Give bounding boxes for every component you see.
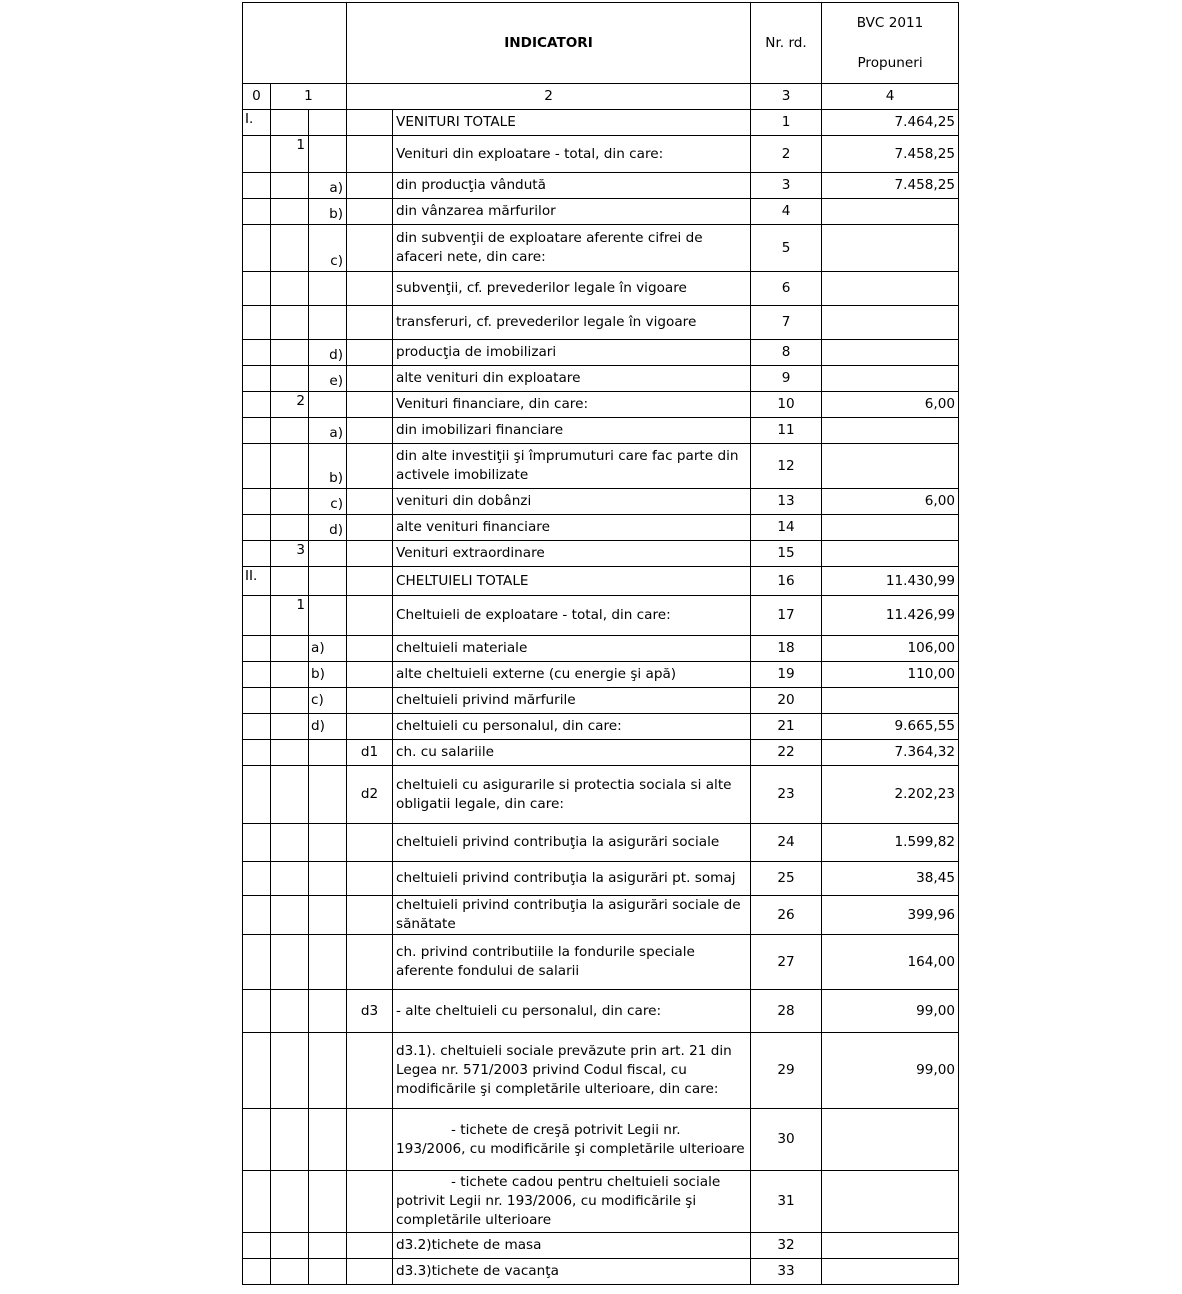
header-blank-cell [243, 3, 347, 84]
table-row [243, 636, 959, 662]
subsection-cell [271, 990, 309, 1033]
table-row [243, 110, 959, 136]
letter-cell [309, 1171, 347, 1233]
indicator-text-cell: d3.2)tichete de masa [393, 1233, 751, 1259]
subsection-cell [271, 418, 309, 444]
section-cell [243, 740, 271, 766]
subsection-cell [271, 340, 309, 366]
indicator-text-cell: din alte investiţii şi împrumuturi care fac parte din activele imobilizate [393, 444, 751, 489]
subletter-cell [347, 272, 393, 306]
row-number-cell: 10 [751, 392, 822, 418]
propuneri-label: Propuneri [857, 55, 923, 71]
section-cell: I. [243, 110, 271, 136]
indicator-text-cell: cheltuieli privind mărfurile [393, 688, 751, 714]
subletter-cell: d1 [347, 740, 393, 766]
nr-rd-header: Nr. rd. [751, 3, 822, 84]
subletter-cell [347, 596, 393, 636]
row-number-cell: 33 [751, 1259, 822, 1285]
subsection-cell [271, 935, 309, 990]
value-cell: 106,00 [822, 636, 959, 662]
subletter-cell [347, 714, 393, 740]
indicator-text-cell: din vânzarea mărfurilor [393, 199, 751, 225]
indicator-text-cell: alte cheltuieli externe (cu energie şi apă) [393, 662, 751, 688]
indicator-text-cell: din producţia vândută [393, 173, 751, 199]
value-cell [822, 515, 959, 541]
letter-cell [309, 541, 347, 567]
row-number-cell: 3 [751, 173, 822, 199]
value-cell: 1.599,82 [822, 824, 959, 862]
row-number-cell: 2 [751, 136, 822, 173]
letter-cell [309, 1233, 347, 1259]
table-row [243, 225, 959, 272]
table-row [243, 714, 959, 740]
table-row [243, 896, 959, 935]
subletter-cell [347, 392, 393, 418]
row-number-cell: 9 [751, 366, 822, 392]
subletter-cell [347, 199, 393, 225]
row-number-cell: 15 [751, 541, 822, 567]
section-cell [243, 896, 271, 935]
subletter-cell [347, 173, 393, 199]
section-cell [243, 636, 271, 662]
section-cell [243, 272, 271, 306]
row-number-cell: 11 [751, 418, 822, 444]
subletter-cell [347, 636, 393, 662]
subsection-cell [271, 110, 309, 136]
table-row [243, 567, 959, 596]
table-row [243, 173, 959, 199]
value-cell: 7.458,25 [822, 173, 959, 199]
letter-cell [309, 896, 347, 935]
value-cell: 2.202,23 [822, 766, 959, 824]
value-cell: 7.364,32 [822, 740, 959, 766]
row-number-cell: 29 [751, 1033, 822, 1109]
subsection-cell: 1 [271, 136, 309, 173]
section-cell [243, 1259, 271, 1285]
subletter-cell [347, 935, 393, 990]
subsection-cell [271, 515, 309, 541]
indicatori-header: INDICATORI [347, 3, 751, 84]
indicator-text-cell: - tichete de creşă potrivit Legii nr. 193/2006, cu modificările şi completările ulterioare [393, 1109, 751, 1171]
subletter-cell [347, 862, 393, 896]
row-number-cell: 5 [751, 225, 822, 272]
subsection-cell [271, 306, 309, 340]
subletter-cell [347, 1233, 393, 1259]
section-cell: II. [243, 567, 271, 596]
value-cell: 6,00 [822, 392, 959, 418]
value-cell [822, 272, 959, 306]
value-cell: 38,45 [822, 862, 959, 896]
indicator-text-cell: alte venituri din exploatare [393, 366, 751, 392]
letter-cell: b) [309, 444, 347, 489]
table-row [243, 740, 959, 766]
value-cell: 7.458,25 [822, 136, 959, 173]
indicator-text-cell: producţia de imobilizari [393, 340, 751, 366]
letter-cell [309, 740, 347, 766]
table-row [243, 541, 959, 567]
subletter-cell [347, 225, 393, 272]
row-number-cell: 30 [751, 1109, 822, 1171]
table-row [243, 392, 959, 418]
section-cell [243, 541, 271, 567]
bvc-header [822, 3, 959, 84]
subsection-cell [271, 272, 309, 306]
table-row [243, 824, 959, 862]
row-number-cell: 14 [751, 515, 822, 541]
letter-cell: a) [309, 636, 347, 662]
row-number-cell: 6 [751, 272, 822, 306]
subletter-cell [347, 688, 393, 714]
row-number-cell: 13 [751, 489, 822, 515]
letter-cell [309, 766, 347, 824]
section-cell [243, 688, 271, 714]
subsection-cell [271, 199, 309, 225]
subsection-cell [271, 740, 309, 766]
subletter-cell [347, 1033, 393, 1109]
subsection-cell [271, 173, 309, 199]
section-cell [243, 340, 271, 366]
value-cell [822, 340, 959, 366]
indicator-text-cell: CHELTUIELI TOTALE [393, 567, 751, 596]
value-cell: 9.665,55 [822, 714, 959, 740]
table-row [243, 1109, 959, 1171]
letter-cell: e) [309, 366, 347, 392]
row-number-cell: 20 [751, 688, 822, 714]
subletter-cell [347, 110, 393, 136]
value-cell: 6,00 [822, 489, 959, 515]
section-cell [243, 766, 271, 824]
row-number-cell: 21 [751, 714, 822, 740]
letter-cell [309, 990, 347, 1033]
row-number-cell: 18 [751, 636, 822, 662]
row-number-cell: 31 [751, 1171, 822, 1233]
table-row [243, 272, 959, 306]
row-number-cell: 22 [751, 740, 822, 766]
subsection-cell [271, 1233, 309, 1259]
letter-cell [309, 1259, 347, 1285]
row-number-cell: 24 [751, 824, 822, 862]
subletter-cell [347, 541, 393, 567]
indicator-text-cell: transferuri, cf. prevederilor legale în vigoare [393, 306, 751, 340]
section-cell [243, 418, 271, 444]
section-cell [243, 515, 271, 541]
subsection-cell [271, 366, 309, 392]
table-row [243, 418, 959, 444]
subsection-cell [271, 444, 309, 489]
indicator-text-cell: Venituri din exploatare - total, din care: [393, 136, 751, 173]
letter-cell: a) [309, 173, 347, 199]
letter-cell [309, 596, 347, 636]
row-number-cell: 25 [751, 862, 822, 896]
column-number-row [243, 84, 959, 110]
table-row [243, 862, 959, 896]
letter-cell: b) [309, 199, 347, 225]
colnum-4: 4 [822, 84, 959, 110]
letter-cell [309, 306, 347, 340]
colnum-0: 0 [243, 84, 271, 110]
table-row [243, 306, 959, 340]
section-cell [243, 366, 271, 392]
value-cell [822, 1109, 959, 1171]
value-cell [822, 418, 959, 444]
subsection-cell [271, 824, 309, 862]
header-row [243, 3, 959, 84]
subsection-cell [271, 714, 309, 740]
indicator-text-cell: d3.1). cheltuieli sociale prevăzute prin art. 21 din Legea nr. 571/2003 privind Codul fiscal, cu modificările şi completările ulterioare, din care: [393, 1033, 751, 1109]
subletter-cell [347, 662, 393, 688]
row-number-cell: 19 [751, 662, 822, 688]
subletter-cell: d3 [347, 990, 393, 1033]
subletter-cell [347, 896, 393, 935]
table-row [243, 1033, 959, 1109]
subsection-cell: 2 [271, 392, 309, 418]
letter-cell: c) [309, 489, 347, 515]
section-cell [243, 990, 271, 1033]
indicator-text-cell: din subvenţii de exploatare aferente cifrei de afaceri nete, din care: [393, 225, 751, 272]
subletter-cell [347, 1109, 393, 1171]
subsection-cell [271, 567, 309, 596]
indicator-text-cell: cheltuieli privind contribuţia la asigurări sociale [393, 824, 751, 862]
subletter-cell [347, 489, 393, 515]
colnum-1: 1 [271, 84, 347, 110]
letter-cell [309, 1109, 347, 1171]
value-cell: 110,00 [822, 662, 959, 688]
section-cell [243, 1033, 271, 1109]
letter-cell: a) [309, 418, 347, 444]
section-cell [243, 862, 271, 896]
subsection-cell [271, 662, 309, 688]
indicator-text-cell: cheltuieli materiale [393, 636, 751, 662]
section-cell [243, 136, 271, 173]
subletter-cell [347, 567, 393, 596]
indicator-text-cell: Venituri financiare, din care: [393, 392, 751, 418]
table-row [243, 199, 959, 225]
letter-cell [309, 110, 347, 136]
row-number-cell: 4 [751, 199, 822, 225]
letter-cell: d) [309, 515, 347, 541]
letter-cell: c) [309, 225, 347, 272]
subletter-cell [347, 340, 393, 366]
subsection-cell [271, 225, 309, 272]
subsection-cell [271, 1259, 309, 1285]
subsection-cell [271, 688, 309, 714]
letter-cell [309, 824, 347, 862]
indicator-text-cell: Cheltuieli de exploatare - total, din care: [393, 596, 751, 636]
subletter-cell [347, 1171, 393, 1233]
indicator-text-cell: alte venituri financiare [393, 515, 751, 541]
colnum-2: 2 [347, 84, 751, 110]
indicator-text-cell: cheltuieli privind contribuţia la asigurări sociale de sănătate [393, 896, 751, 935]
subletter-cell [347, 1259, 393, 1285]
value-cell [822, 444, 959, 489]
value-cell: 99,00 [822, 990, 959, 1033]
subletter-cell [347, 306, 393, 340]
indicator-text-cell: VENITURI TOTALE [393, 110, 751, 136]
letter-cell: c) [309, 688, 347, 714]
subsection-cell: 3 [271, 541, 309, 567]
value-cell [822, 541, 959, 567]
letter-cell: d) [309, 714, 347, 740]
letter-cell [309, 935, 347, 990]
bvc-table [242, 2, 959, 1285]
section-cell [243, 225, 271, 272]
section-cell [243, 714, 271, 740]
table-row [243, 1233, 959, 1259]
section-cell [243, 824, 271, 862]
indicator-text-cell: - tichete cadou pentru cheltuieli sociale potrivit Legii nr. 193/2006, cu modificările şi completările ulterioare [393, 1171, 751, 1233]
value-cell [822, 199, 959, 225]
value-cell: 399,96 [822, 896, 959, 935]
table-row [243, 489, 959, 515]
value-cell: 99,00 [822, 1033, 959, 1109]
subsection-cell [271, 489, 309, 515]
letter-cell [309, 1033, 347, 1109]
section-cell [243, 306, 271, 340]
table-row [243, 766, 959, 824]
letter-cell [309, 136, 347, 173]
section-cell [243, 1109, 271, 1171]
section-cell [243, 444, 271, 489]
indicator-text-cell: cheltuieli cu personalul, din care: [393, 714, 751, 740]
row-number-cell: 32 [751, 1233, 822, 1259]
section-cell [243, 596, 271, 636]
letter-cell: d) [309, 340, 347, 366]
indicator-text-cell: ch. privind contributiile la fondurile speciale aferente fondului de salarii [393, 935, 751, 990]
indicator-text-cell: cheltuieli cu asigurarile si protectia sociala si alte obligatii legale, din care: [393, 766, 751, 824]
letter-cell [309, 862, 347, 896]
subsection-cell [271, 1109, 309, 1171]
row-number-cell: 28 [751, 990, 822, 1033]
indicator-text-cell: - alte cheltuieli cu personalul, din care: [393, 990, 751, 1033]
row-number-cell: 16 [751, 567, 822, 596]
row-number-cell: 23 [751, 766, 822, 824]
indicator-text-cell: din imobilizari financiare [393, 418, 751, 444]
subsection-cell [271, 862, 309, 896]
row-number-cell: 1 [751, 110, 822, 136]
row-number-cell: 27 [751, 935, 822, 990]
value-cell [822, 688, 959, 714]
section-cell [243, 1233, 271, 1259]
letter-cell: b) [309, 662, 347, 688]
value-cell [822, 1259, 959, 1285]
table-row [243, 366, 959, 392]
value-cell: 164,00 [822, 935, 959, 990]
indicator-text-cell: d3.3)tichete de vacanţa [393, 1259, 751, 1285]
table-row [243, 136, 959, 173]
value-cell: 11.426,99 [822, 596, 959, 636]
subletter-cell [347, 418, 393, 444]
value-cell [822, 366, 959, 392]
subsection-cell [271, 766, 309, 824]
table-row [243, 444, 959, 489]
subletter-cell [347, 366, 393, 392]
row-number-cell: 12 [751, 444, 822, 489]
subsection-cell [271, 1033, 309, 1109]
table-row [243, 340, 959, 366]
section-cell [243, 662, 271, 688]
subsection-cell [271, 636, 309, 662]
row-number-cell: 8 [751, 340, 822, 366]
bvc-year: BVC 2011 [856, 15, 924, 31]
value-cell: 7.464,25 [822, 110, 959, 136]
table-row [243, 515, 959, 541]
row-number-cell: 7 [751, 306, 822, 340]
indicator-text-cell: ch. cu salariile [393, 740, 751, 766]
subsection-cell [271, 896, 309, 935]
table-row [243, 1259, 959, 1285]
subsection-cell [271, 1171, 309, 1233]
value-cell [822, 1233, 959, 1259]
subsection-cell: 1 [271, 596, 309, 636]
table-row [243, 596, 959, 636]
subletter-cell [347, 444, 393, 489]
subletter-cell [347, 824, 393, 862]
section-cell [243, 392, 271, 418]
letter-cell [309, 567, 347, 596]
section-cell [243, 489, 271, 515]
table-row [243, 1171, 959, 1233]
letter-cell [309, 392, 347, 418]
subletter-cell: d2 [347, 766, 393, 824]
indicator-text-cell: venituri din dobânzi [393, 489, 751, 515]
table-row [243, 990, 959, 1033]
table-row [243, 688, 959, 714]
value-cell [822, 306, 959, 340]
value-cell [822, 225, 959, 272]
indicator-text-cell: Venituri extraordinare [393, 541, 751, 567]
subletter-cell [347, 515, 393, 541]
row-number-cell: 17 [751, 596, 822, 636]
table-row [243, 662, 959, 688]
section-cell [243, 173, 271, 199]
indicator-text-cell: cheltuieli privind contribuţia la asigurări pt. somaj [393, 862, 751, 896]
section-cell [243, 1171, 271, 1233]
value-cell [822, 1171, 959, 1233]
letter-cell [309, 272, 347, 306]
colnum-3: 3 [751, 84, 822, 110]
row-number-cell: 26 [751, 896, 822, 935]
section-cell [243, 935, 271, 990]
table-row [243, 935, 959, 990]
section-cell [243, 199, 271, 225]
subletter-cell [347, 136, 393, 173]
value-cell: 11.430,99 [822, 567, 959, 596]
indicator-text-cell: subvenţii, cf. prevederilor legale în vigoare [393, 272, 751, 306]
